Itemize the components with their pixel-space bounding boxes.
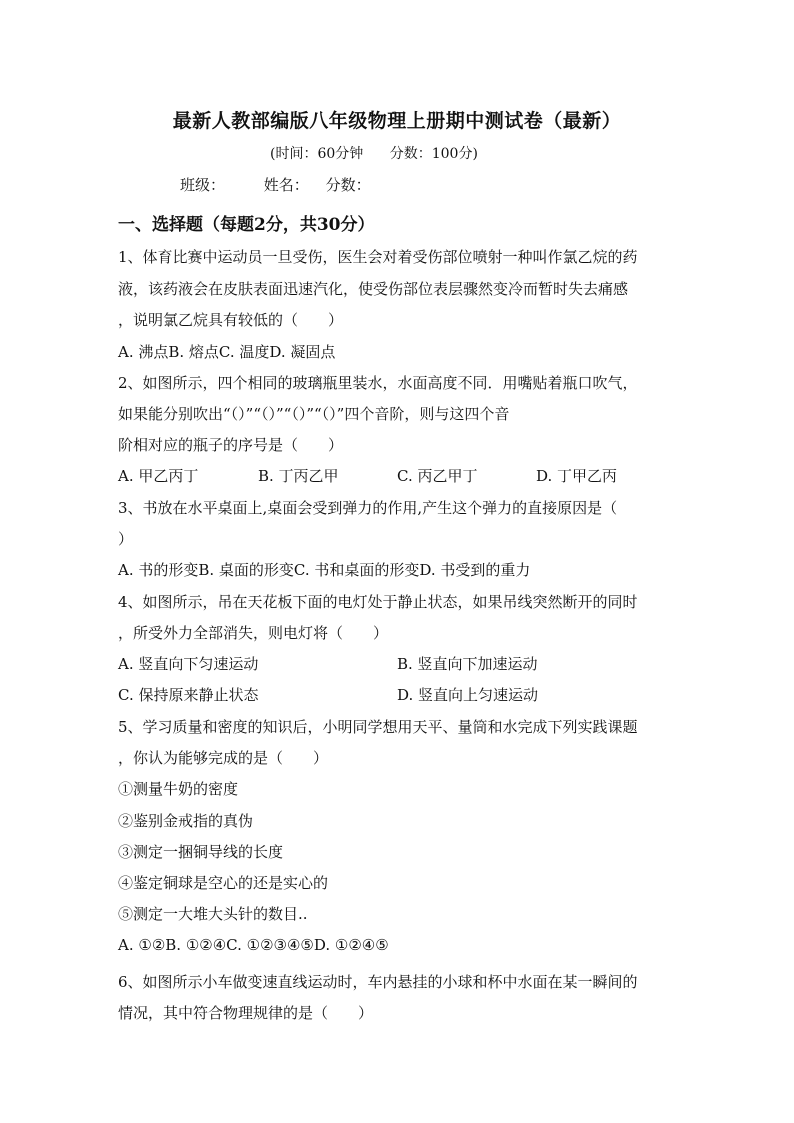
exam-total-score: 分数：100分)	[389, 146, 478, 162]
q2-option-c: C. 丙乙甲丁	[397, 467, 478, 485]
class-label: 班级：	[180, 176, 226, 194]
q1-line2: 液，该药液会在皮肤表面迅速汽化，使受伤部位表层骤然变冷而暂时失去痛感	[118, 280, 629, 298]
q5-item-1: ①测量牛奶的密度	[118, 780, 239, 798]
q2-line3: 阶相对应的瓶子的序号是（ ）	[118, 436, 344, 454]
q2-option-d: D. 丁甲乙丙	[536, 467, 618, 485]
q5-line2: ，你认为能够完成的是（ ）	[118, 749, 329, 767]
q4-line1: 4、如图所示，吊在天花板下面的电灯处于静止状态，如果吊线突然断开的同时	[118, 593, 638, 611]
exam-meta	[270, 143, 478, 163]
q1-options: A. 沸点B. 熔点C. 温度D. 凝固点	[118, 343, 336, 361]
exam-title: 最新人教部编版八年级物理上册期中测试卷（最新）	[172, 110, 622, 132]
q4-line2: ，所受外力全部消失，则电灯将（ ）	[118, 624, 389, 642]
q5-line1: 5、学习质量和密度的知识后，小明同学想用天平、量筒和水完成下列实践课题	[118, 718, 638, 736]
q6-line1: 6、如图所示小车做变速直线运动时，车内悬挂的小球和杯中水面在某一瞬间的	[118, 973, 638, 991]
q3-line2: ）	[118, 530, 134, 548]
q5-item-4: ④鉴定铜球是空心的还是实心的	[118, 874, 329, 892]
q3-options: A. 书的形变B. 桌面的形变C. 书和桌面的形变D. 书受到的重力	[118, 561, 531, 579]
q3-line1: 3、书放在水平桌面上,桌面会受到弹力的作用,产生这个弹力的直接原因是（	[118, 499, 618, 517]
q4-option-b: B. 竖直向下加速运动	[397, 655, 538, 673]
q5-item-2: ②鉴别金戒指的真伪	[118, 812, 254, 830]
q2-line1: 2、如图所示，四个相同的玻璃瓶里装水，水面高度不同．用嘴贴着瓶口吹气，	[118, 374, 638, 392]
q4-option-c: C. 保持原来静止状态	[118, 686, 259, 704]
q5-item-3: ③测定一捆铜导线的长度	[118, 843, 284, 861]
q1-line1: 1、体育比赛中运动员一旦受伤，医生会对着受伤部位喷射一种叫作氯乙烷的药	[118, 248, 638, 266]
section-title: 一、选择题（每题2分，共30分）	[118, 215, 375, 235]
q5-options: A. ①②B. ①②④C. ①②③④⑤D. ①②④⑤	[118, 936, 389, 954]
q4-option-a: A. 竖直向下匀速运动	[118, 655, 259, 673]
q2-option-b: B. 丁丙乙甲	[258, 467, 339, 485]
name-label: 姓名：	[263, 176, 309, 194]
q6-line2: 情况，其中符合物理规律的是（ ）	[118, 1004, 374, 1022]
q4-option-d: D. 竖直向上匀速运动	[397, 686, 539, 704]
q5-item-5: ⑤测定一大堆大头针的数目..	[118, 905, 308, 923]
score-label: 分数：	[325, 176, 371, 194]
student-info	[180, 174, 405, 195]
q2-line2: 如果能分别吹出“（）”“（）”“（）”“（）”四个音阶，则与这四个音	[118, 405, 510, 423]
exam-time: (时间：60分钟	[270, 146, 364, 162]
q1-line3: ，说明氯乙烷具有较低的（ ）	[118, 311, 344, 329]
q2-option-a: A. 甲乙丙丁	[118, 467, 199, 485]
